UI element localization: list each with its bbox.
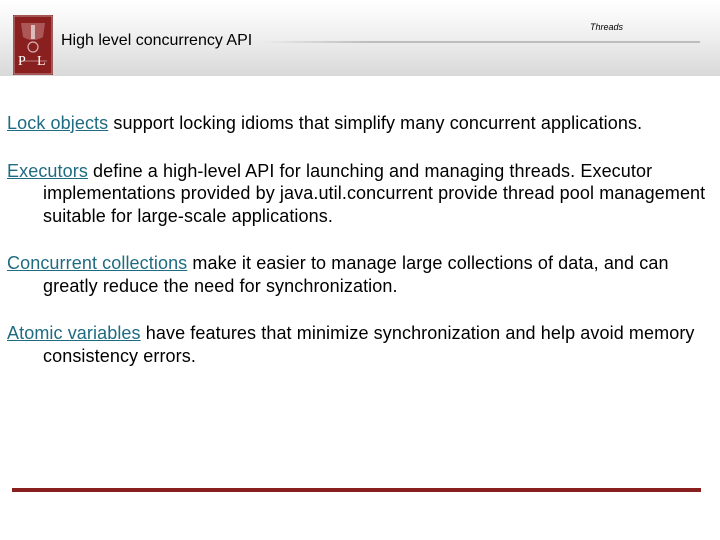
university-logo-emblem-icon — [13, 15, 53, 75]
link-lock-objects[interactable]: Lock objects — [7, 113, 109, 133]
bullet-text: support locking idioms that simplify many concurrent applications. — [108, 113, 643, 133]
bullet-text: have features that minimize synchronization and help avoid memory consistency errors. — [43, 323, 695, 366]
section-label: Threads — [590, 22, 624, 32]
bullet-concurrent-collections — [7, 252, 713, 297]
bullet-text: make it easier to manage large collections of data, and can greatly reduce the need for synchronization. — [43, 253, 669, 296]
link-executors[interactable]: Executors — [7, 160, 88, 181]
slide-title: High level concurrency API — [61, 32, 253, 49]
header-divider — [260, 41, 700, 43]
university-logo — [13, 15, 53, 75]
bullet-text: define a high-level API for launching and managing threads. Executor implementations provided by java.util.concurrent provide thread pool management suitable for large-scale applications. — [43, 160, 706, 226]
link-concurrent-collections[interactable]: Concurrent collections — [7, 253, 188, 273]
bullet-executors — [7, 160, 713, 228]
slide-body — [7, 112, 713, 392]
logo-letter-p: P — [18, 54, 26, 69]
footer-divider — [12, 488, 701, 492]
link-atomic-variables[interactable]: Atomic variables — [7, 323, 141, 343]
slide-header — [0, 0, 720, 76]
bullet-lock-objects — [7, 112, 713, 135]
bullet-atomic-variables — [7, 322, 713, 367]
logo-letter-l: L — [37, 54, 46, 69]
